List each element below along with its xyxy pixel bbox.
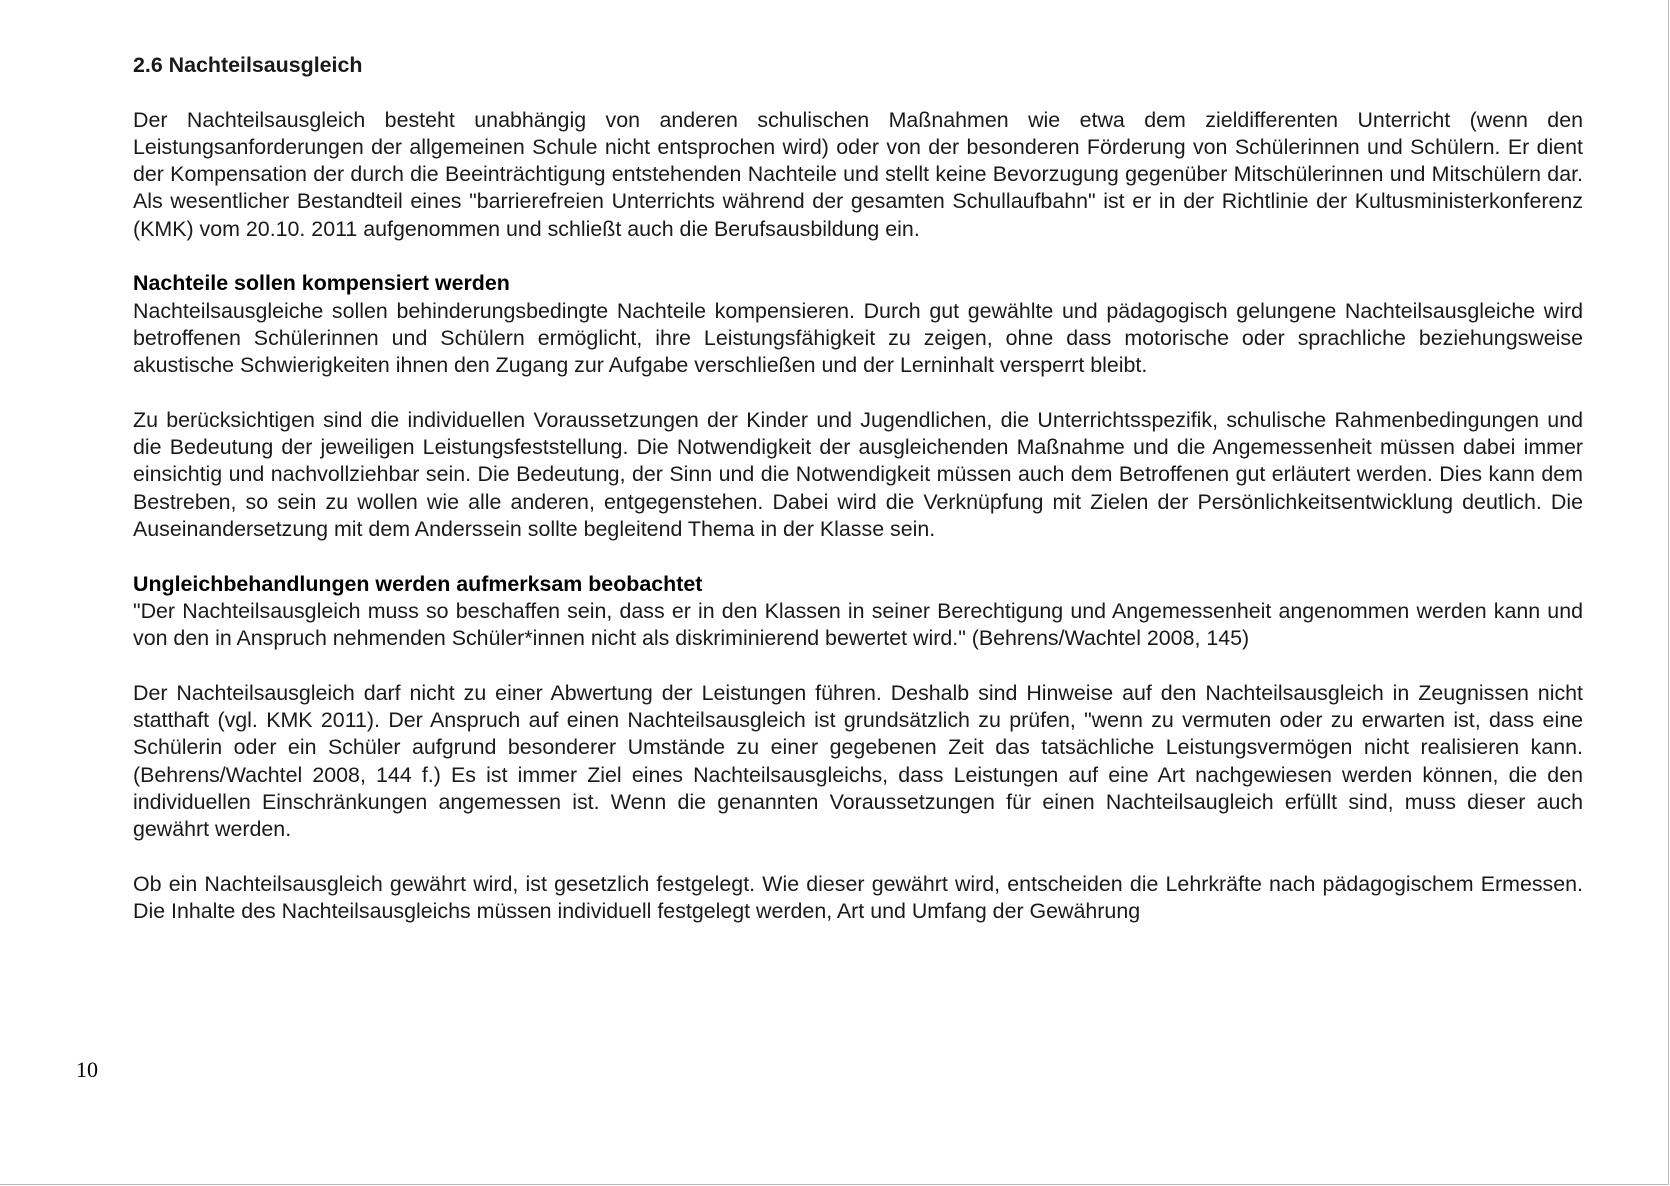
page-number: 10 [76, 1057, 98, 1082]
intro-paragraph: Der Nachteilsausgleich besteht unabhängig von anderen schulischen Maßnahmen wie etwa dem zieldifferenten Unterricht (wenn den Leistungsanforderungen der allgemeinen Schule nicht entsprochen wird) oder von der besonderen Förderung von Schülerinnen und Schülern. Er dient der Kompensation der durch die Beeinträchtigung entstehenden Nachteile und stellt keine Bevorzugung gegenüber Mitschülerinnen und Mitschülern dar. Als wesentlicher Bestandteil eines "barrierefreien Unterrichts während der gesamten Schullaufbahn" ist er in der Richtlinie der Kultusministerkonferenz (KMK) vom 20.10. 2011 aufgenommen und schließt auch die Berufsausbildung ein. [133, 107, 1583, 241]
paragraph-compensation-1: Nachteilsausgleiche sollen behinderungsbedingte Nachteile kompensieren. Durch gut gewählte und pädagogisch gelungene Nachteilsausgleiche wird betroffenen Schülerinnen und Schülern ermöglicht, ihre Leistungsfähigkeit zu zeigen, ohne dass motorische oder sprachliche beziehungsweise akustische Schwierigkeiten ihnen den Zugang zur Aufgabe verschließen und der Lerninhalt versperrt bleibt. [133, 298, 1583, 378]
paragraph-quote: "Der Nachteilsausgleich muss so beschaffen sein, dass er in den Klassen in seiner Berechtigung und Angemessenheit angenommen werden kann und von den in Anspruch nehmenden Schüler*innen nicht als diskriminierend bewertet wird." (Behrens/Wachtel 2008, 145) [133, 598, 1583, 651]
paragraph-compensation-2: Zu berücksichtigen sind die individuellen Voraussetzungen der Kinder und Jugendlichen, die Unterrichtsspezifik, schulische Rahmenbedingungen und die Bedeutung der jeweiligen Leistungsfeststellung. Die Notwendigkeit der ausgleichenden Maßnahme und die Angemessenheit müssen dabei immer einsichtig und nachvollziehbar sein. Die Bedeutung, der Sinn und die Notwendigkeit müssen auch dem Betroffenen gut erläutert werden. Dies kann dem Bestreben, so sein zu wollen wie alle anderen, entgegenstehen. Dabei wird die Verknüpfung mit Zielen der Persönlichkeitsentwicklung deutlich. Die Auseinandersetzung mit dem Anderssein sollte begleitend Thema in der Klasse sein. [133, 407, 1583, 542]
subheading-unequal-treatment: Ungleichbehandlungen werden aufmerksam beobachtet [133, 571, 703, 596]
paragraph-legal: Ob ein Nachteilsausgleich gewährt wird, ist gesetzlich festgelegt. Wie dieser gewährt wird, entscheiden die Lehrkräfte nach pädagogischem Ermessen. Die Inhalte des Nachteilsausgleichs müssen individuell festgelegt werden, Art und Umfang der Gewährung [133, 871, 1583, 924]
page-content [133, 52, 1583, 953]
subheading-compensation: Nachteile sollen kompensiert werden [133, 271, 510, 296]
paragraph-evaluation: Der Nachteilsausgleich darf nicht zu einer Abwertung der Leistungen führen. Deshalb sind Hinweise auf den Nachteilsausgleich in Zeugnissen nicht statthaft (vgl. KMK 2011). Der Anspruch auf einen Nachteilsausgleich ist grundsätzlich zu prüfen, "wenn zu vermuten oder zu erwarten ist, dass eine Schülerin oder ein Schüler aufgrund besonderer Umstände zu einer gegebenen Zeit das tatsächliche Leistungsvermögen nicht realisieren kann. (Behrens/Wachtel 2008, 144 f.) Es ist immer Ziel eines Nachteilsausgleichs, dass Leistungen auf eine Art nachgewiesen werden können, die den individuellen Einschränkungen angemessen ist. Wenn die genannten Voraussetzungen für einen Nachteilsaugleich erfüllt sind, muss dieser auch gewährt werden. [133, 680, 1583, 842]
section-title: 2.6 Nachteilsausgleich [133, 53, 363, 77]
